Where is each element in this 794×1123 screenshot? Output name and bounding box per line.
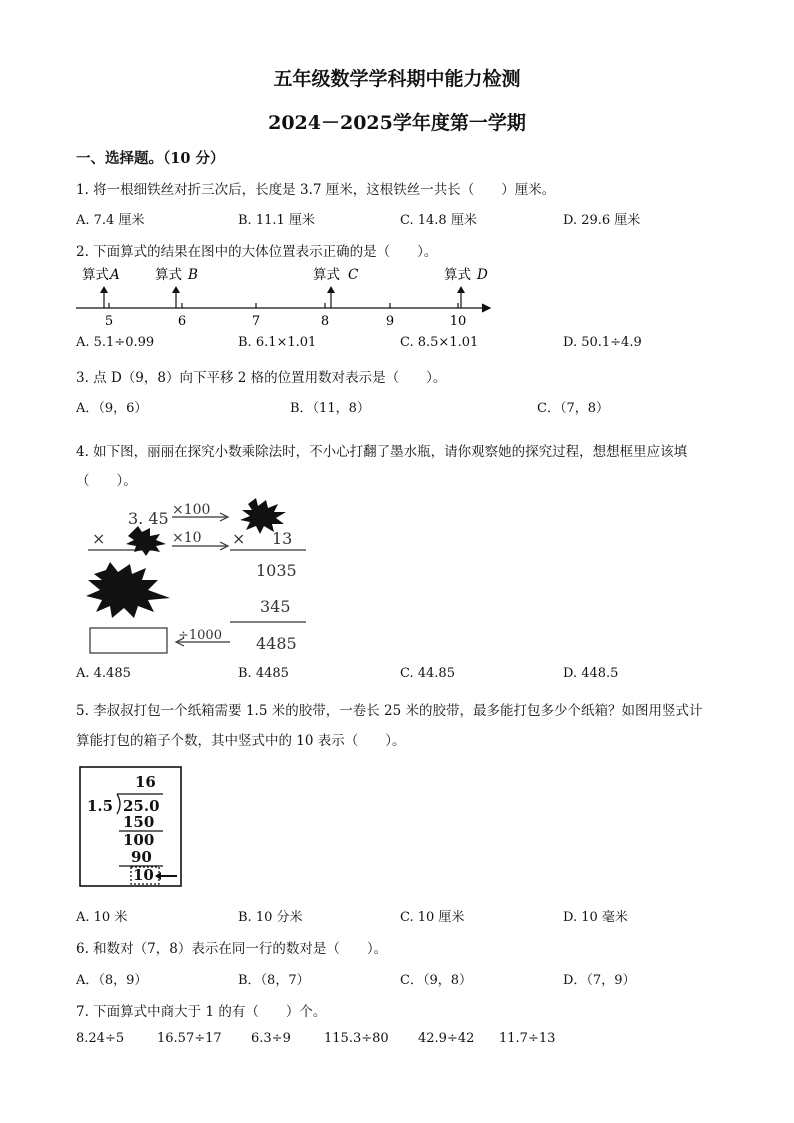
div-r1: 150 — [123, 813, 155, 831]
page-title: 五年级数学学科期中能力检测 — [273, 68, 521, 90]
label-d-letter: D — [477, 267, 488, 283]
q3-option-a[interactable]: A．（9，6） — [76, 401, 148, 416]
fig-x10: ×10 — [172, 530, 202, 546]
q5-option-a[interactable]: A. 10 米 — [76, 910, 128, 925]
q2-option-a[interactable]: A. 5.1÷0.99 — [76, 335, 155, 350]
q6-option-b[interactable]: B．（8，7） — [238, 973, 310, 988]
q7-expr: 42.9÷42 — [418, 1031, 475, 1046]
ink-blot-icon — [126, 526, 166, 556]
arrow-c-icon — [327, 286, 335, 293]
q3-option-c[interactable]: C．（7，8） — [537, 401, 609, 416]
q3-option-b[interactable]: B．（11，8） — [290, 401, 370, 416]
question-3: 3. 点 D（9，8）向下平移 2 格的位置用数对表示是（ ）。 — [76, 370, 447, 386]
div-quotient: 16 — [135, 773, 156, 791]
q6-option-c[interactable]: C．（9，8） — [400, 973, 472, 988]
tick-label: 9 — [385, 314, 395, 329]
fig-times-right: × — [232, 529, 246, 548]
q1-option-c[interactable]: C. 14.8 厘米 — [400, 213, 477, 228]
label-a-letter: A — [110, 267, 120, 283]
fig-x100: ×100 — [172, 502, 211, 518]
q7-expr: 115.3÷80 — [324, 1031, 389, 1046]
tick-label: 10 — [449, 314, 467, 329]
ink-spill-figure — [80, 494, 320, 660]
div-r3: 90 — [131, 848, 152, 866]
tick-label: 8 — [320, 314, 330, 329]
q7-expr: 8.24÷5 — [76, 1031, 125, 1046]
q1-option-a[interactable]: A. 7.4 厘米 — [76, 213, 145, 228]
label-c-letter: C — [348, 267, 359, 283]
fig-1035: 1035 — [256, 561, 297, 580]
label-d-prefix: 算式 — [444, 267, 471, 283]
q4-option-b[interactable]: B. 4485 — [238, 666, 289, 681]
q2-option-d[interactable]: D. 50.1÷4.9 — [563, 335, 642, 350]
q4-option-c[interactable]: C. 44.85 — [400, 666, 455, 681]
q7-expr: 11.7÷13 — [499, 1031, 556, 1046]
tick-label: 6 — [177, 314, 187, 329]
number-line-figure — [70, 262, 500, 330]
div-dividend: 25.0 — [123, 797, 160, 815]
fig-times-left: × — [92, 529, 106, 548]
div-remainder: 10 — [133, 866, 154, 884]
label-c-prefix: 算式 — [313, 267, 340, 283]
question-5-line1: 5. 李叔叔打包一个纸箱需要 1.5 米的胶带，一卷长 25 米的胶带，最多能打包多少个纸箱？如图用竖式计 — [76, 703, 703, 719]
fig-345: 345 — [260, 597, 291, 616]
q1-option-d[interactable]: D. 29.6 厘米 — [563, 213, 641, 228]
ink-blot-icon — [86, 562, 170, 618]
tick-label: 7 — [251, 314, 261, 329]
question-1: 1. 将一根细铁丝对折三次后，长度是 3.7 厘米，这根铁丝一共长（ ）厘米。 — [76, 182, 556, 198]
q5-option-d[interactable]: D. 10 毫米 — [563, 910, 628, 925]
fig-3.45: 3. 45 — [128, 509, 169, 528]
question-4-line2: （ ）。 — [76, 473, 137, 489]
fig-4485: 4485 — [256, 634, 297, 653]
div-divisor: 1.5 — [87, 797, 114, 815]
q5-option-c[interactable]: C. 10 厘米 — [400, 910, 465, 925]
q6-option-a[interactable]: A．（8，9） — [76, 973, 148, 988]
q4-option-a[interactable]: A. 4.485 — [76, 666, 131, 681]
q7-expr: 6.3÷9 — [251, 1031, 291, 1046]
q5-option-b[interactable]: B. 10 分米 — [238, 910, 303, 925]
long-division-figure — [79, 766, 183, 888]
q1-option-b[interactable]: B. 11.1 厘米 — [238, 213, 315, 228]
question-5-line2: 算能打包的箱子个数，其中竖式中的 10 表示（ ）。 — [76, 733, 406, 749]
label-b-letter: B — [188, 267, 198, 283]
q6-option-d[interactable]: D．（7，9） — [563, 973, 636, 988]
section-heading: 一、选择题。（10 分） — [76, 150, 225, 167]
arrow-a-icon — [100, 286, 108, 293]
fig-13: 13 — [272, 529, 293, 548]
pointer-arrow-icon — [155, 872, 161, 880]
page-subtitle: 2024－2025学年度第一学期 — [268, 112, 526, 134]
q7-expr: 16.57÷17 — [157, 1031, 222, 1046]
q2-option-b[interactable]: B. 6.1×1.01 — [238, 335, 317, 350]
fig-div1000: ÷1000 — [178, 628, 222, 643]
label-b-prefix: 算式 — [155, 267, 182, 283]
question-2: 2. 下面算式的结果在图中的大体位置表示正确的是（ ）。 — [76, 244, 438, 260]
div-r2: 100 — [123, 831, 155, 849]
tick-label: 5 — [104, 314, 114, 329]
q2-option-c[interactable]: C. 8.5×1.01 — [400, 335, 479, 350]
answer-box — [90, 628, 167, 653]
arrow-d-icon — [457, 286, 465, 293]
label-a-prefix: 算式 — [82, 267, 109, 283]
question-4-line1: 4. 如下图，丽丽在探究小数乘除法时，不小心打翻了墨水瓶，请你观察她的探究过程，想想框里应该填 — [76, 444, 688, 460]
q4-option-d[interactable]: D. 448.5 — [563, 666, 619, 681]
question-6: 6. 和数对（7，8）表示在同一行的数对是（ ）。 — [76, 941, 388, 957]
arrow-b-icon — [172, 286, 180, 293]
question-7: 7. 下面算式中商大于 1 的有（ ）个。 — [76, 1004, 327, 1020]
